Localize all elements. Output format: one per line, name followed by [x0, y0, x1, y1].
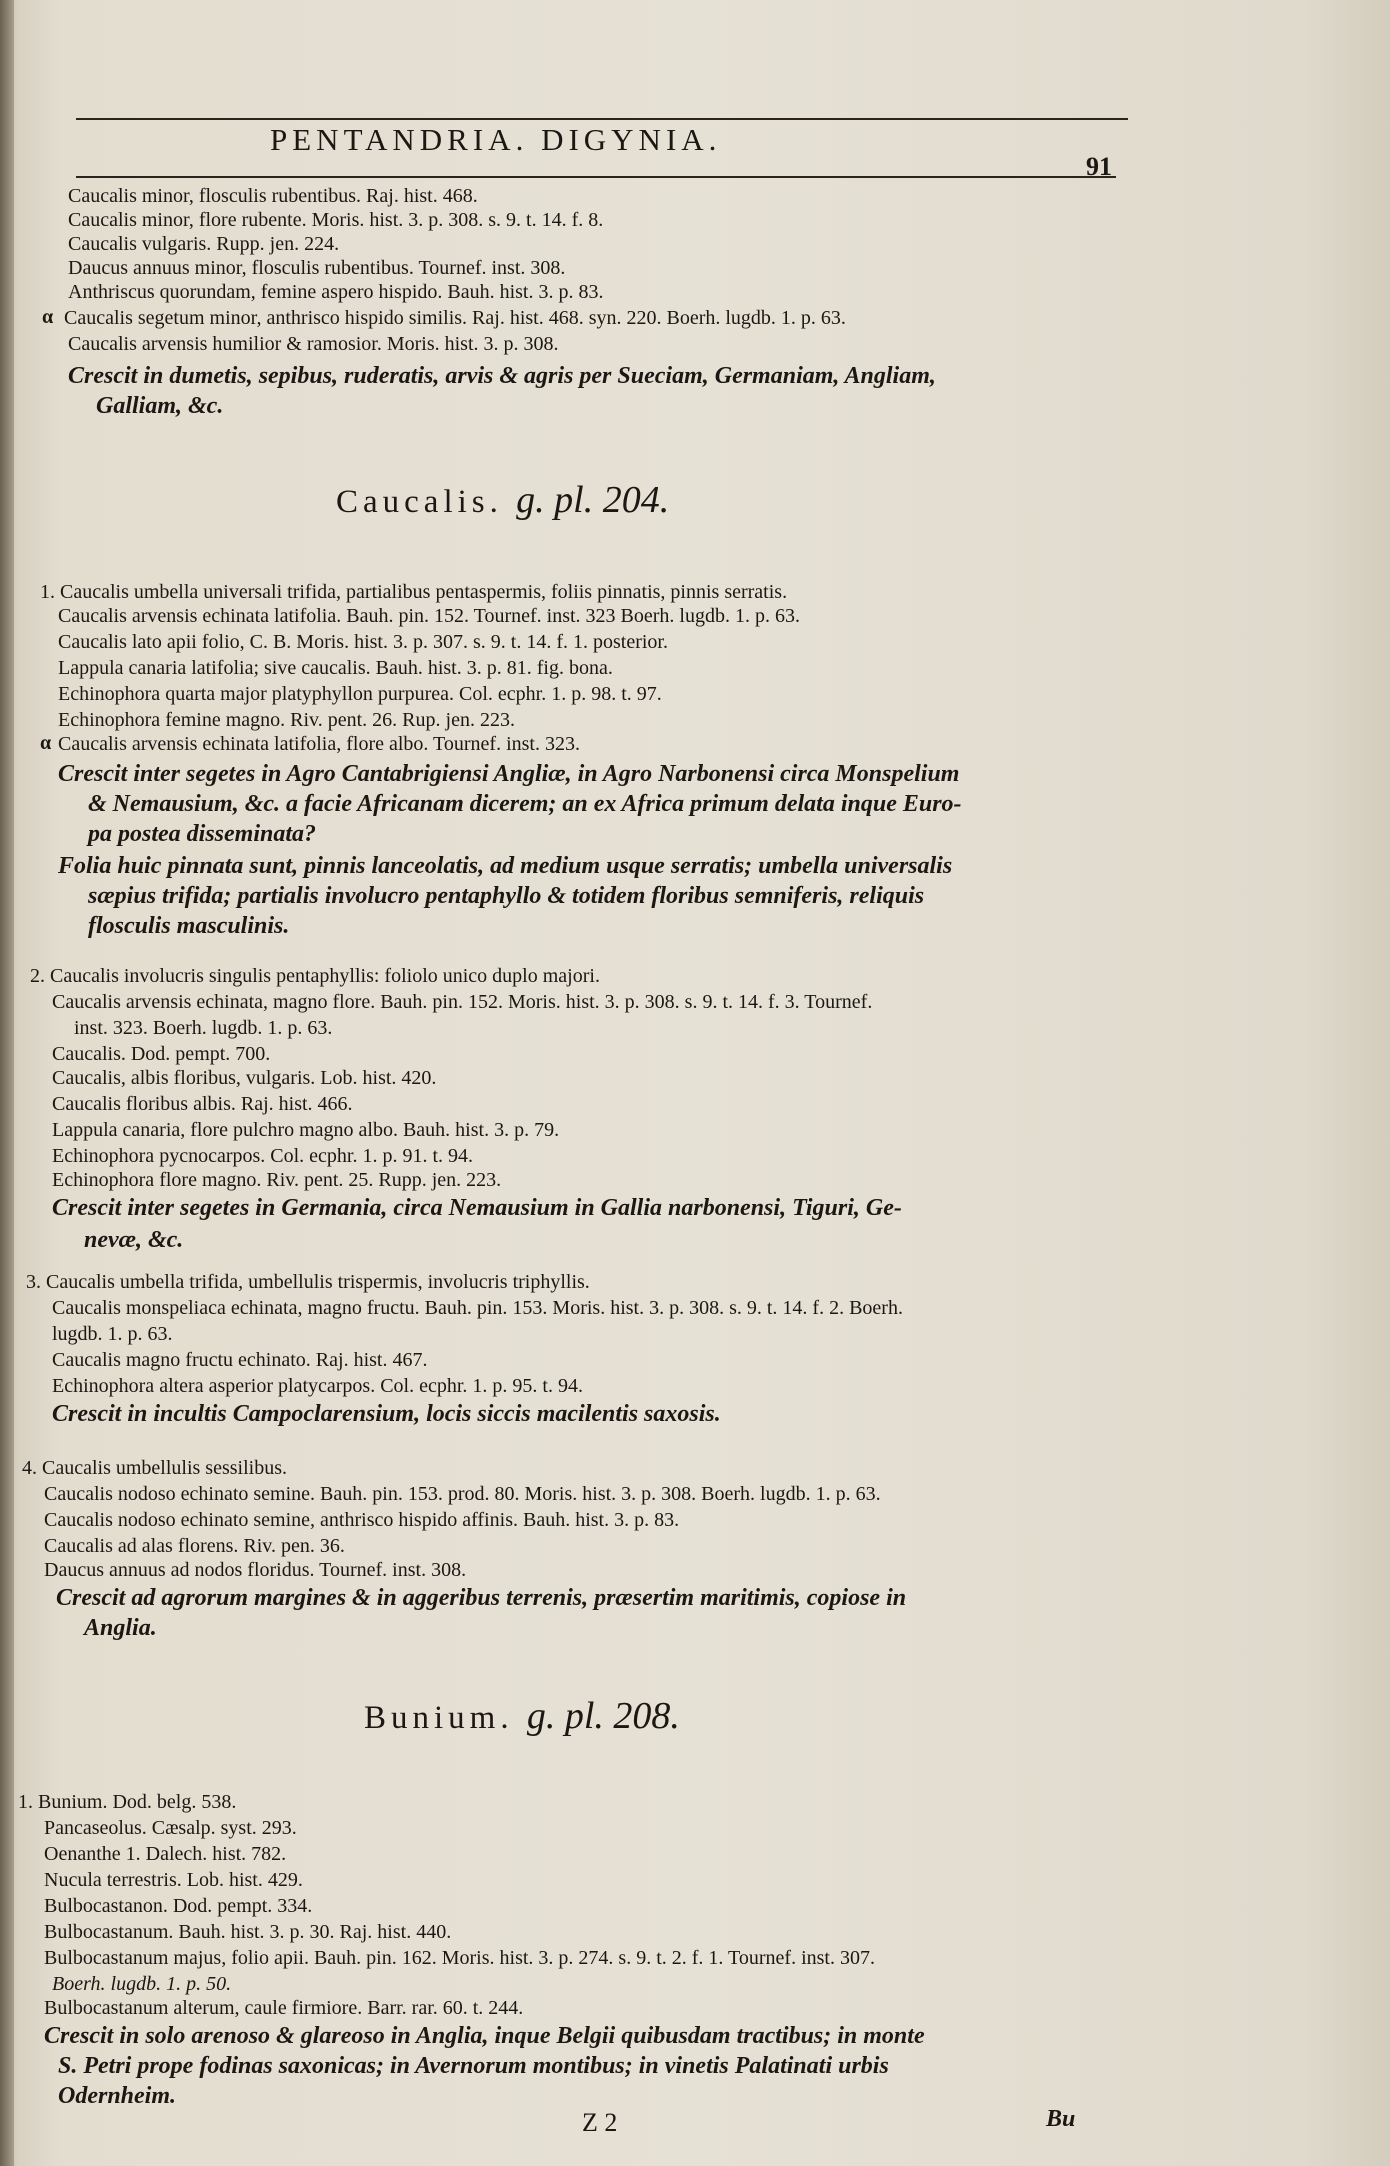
text-line: 3. Caucalis umbella trifida, umbellulis trispermis, involucris triphyllis.: [26, 1271, 590, 1293]
text-line: Echinophora altera asperior platycarpos. Col. ecphr. 1. p. 95. t. 94.: [52, 1375, 583, 1397]
text-line: 2. Caucalis involucris singulis pentaphyllis: foliolo unico duplo majori.: [30, 965, 600, 987]
text-line: Nucula terrestris. Lob. hist. 429.: [44, 1869, 303, 1891]
text-line: Echinophora femine magno. Riv. pent. 26. Rup. jen. 223.: [58, 709, 515, 731]
text-line: Anglia.: [84, 1615, 157, 1641]
text-line: Caucalis monspeliaca echinata, magno fructu. Bauh. pin. 153. Moris. hist. 3. p. 308. s. 9. t. 14. f. 2. Boerh.: [52, 1297, 903, 1319]
text-line: Caucalis minor, flosculis rubentibus. Raj. hist. 468.: [68, 185, 478, 207]
text-line: pa postea disseminata?: [88, 821, 317, 847]
text-line: Bulbocastanon. Dod. pempt. 334.: [44, 1895, 313, 1917]
text-line: Crescit in dumetis, sepibus, ruderatis, arvis & agris per Sueciam, Germaniam, Angliam,: [68, 363, 936, 389]
text-line: Daucus annuus minor, flosculis rubentibus. Tournef. inst. 308.: [68, 257, 566, 279]
text-line: Echinophora quarta major platyphyllon purpurea. Col. ecphr. 1. p. 98. t. 97.: [58, 683, 662, 705]
text-line: Lappula canaria latifolia; sive caucalis. Bauh. hist. 3. p. 81. fig. bona.: [58, 657, 613, 679]
text-line: 1. Bunium. Dod. belg. 538.: [18, 1791, 237, 1813]
alpha-marker-icon: α: [42, 306, 54, 328]
text-line: inst. 323. Boerh. lugdb. 1. p. 63.: [74, 1017, 333, 1039]
genus-heading: [336, 478, 669, 522]
page-gutter: [0, 0, 14, 2166]
alpha-marker-icon: α: [40, 732, 52, 754]
genus-reference: g. pl. 204.: [516, 479, 670, 521]
text-line: Caucalis. Dod. pempt. 700.: [52, 1043, 271, 1065]
text-line: 4. Caucalis umbellulis sessilibus.: [22, 1457, 287, 1479]
text-line: Folia huic pinnata sunt, pinnis lanceolatis, ad medium usque serratis; umbella universalis: [58, 853, 953, 879]
text-line: Caucalis, albis floribus, vulgaris. Lob. hist. 420.: [52, 1067, 437, 1089]
text-line: Lappula canaria, flore pulchro magno albo. Bauh. hist. 3. p. 79.: [52, 1119, 560, 1141]
genus-name: Caucalis.: [336, 484, 503, 520]
text-line: Pancaseolus. Cæsalp. syst. 293.: [44, 1817, 297, 1839]
signature-mark: Z 2: [582, 2108, 618, 2137]
text-line: Caucalis magno fructu echinato. Raj. hist. 467.: [52, 1349, 428, 1371]
text-line: S. Petri prope fodinas saxonicas; in Avernorum montibus; in vinetis Palatinati urbis: [58, 2053, 889, 2079]
genus-heading: [364, 1694, 680, 1738]
page-number: 91: [1086, 152, 1112, 181]
running-head: PENTANDRIA. DIGYNIA.: [270, 122, 722, 157]
text-line: Caucalis minor, flore rubente. Moris. hist. 3. p. 308. s. 9. t. 14. f. 8.: [68, 209, 604, 231]
text-line: Echinophora pycnocarpos. Col. ecphr. 1. p. 91. t. 94.: [52, 1145, 474, 1167]
text-line: Crescit in solo arenoso & glareoso in Anglia, inque Belgii quibusdam tractibus; in monte: [44, 2023, 925, 2049]
text-line: Odernheim.: [58, 2083, 177, 2109]
header-rule-bottom: [76, 176, 1116, 178]
text-line: & Nemausium, &c. a facie Africanam dicerem; an ex Africa primum delata inque Euro-: [88, 791, 962, 817]
text-line: Caucalis vulgaris. Rupp. jen. 224.: [68, 233, 340, 255]
text-line: Caucalis segetum minor, anthrisco hispido similis. Raj. hist. 468. syn. 220. Boerh. lugdb. 1. p. 63.: [64, 307, 846, 329]
text-line: Galliam, &c.: [96, 393, 224, 419]
text-line: Crescit inter segetes in Germania, circa Nemausium in Gallia narbonensi, Tiguri, Ge-: [52, 1195, 902, 1221]
text-line: Bulbocastanum majus, folio apii. Bauh. pin. 162. Moris. hist. 3. p. 274. s. 9. t. 2. f. 1. Tournef. inst. 307.: [44, 1947, 875, 1969]
text-line: Crescit inter segetes in Agro Cantabrigiensi Angliæ, in Agro Narbonensi circa Monspelium: [58, 761, 960, 787]
text-line: Daucus annuus ad nodos floridus. Tournef. inst. 308.: [44, 1559, 467, 1581]
text-line: Caucalis arvensis echinata, magno flore. Bauh. pin. 152. Moris. hist. 3. p. 308. s. 9. t. 14. f. 3. Tournef.: [52, 991, 873, 1013]
text-line: Caucalis arvensis echinata latifolia. Bauh. pin. 152. Tournef. inst. 323 Boerh. lugdb. 1. p. 63.: [58, 605, 800, 627]
text-line: Caucalis nodoso echinato semine. Bauh. pin. 153. prod. 80. Moris. hist. 3. p. 308. Boerh. lugdb. 1. p. 63.: [44, 1483, 881, 1505]
text-line: Caucalis ad alas florens. Riv. pen. 36.: [44, 1535, 345, 1557]
text-line: Oenanthe 1. Dalech. hist. 782.: [44, 1843, 287, 1865]
text-line: Boerh. lugdb. 1. p. 50.: [52, 1973, 232, 1995]
text-line: Crescit in incultis Campoclarensium, locis siccis macilentis saxosis.: [52, 1401, 721, 1427]
text-line: Caucalis nodoso echinato semine, anthrisco hispido affinis. Bauh. hist. 3. p. 83.: [44, 1509, 680, 1531]
text-line: Echinophora flore magno. Riv. pent. 25. Rupp. jen. 223.: [52, 1169, 502, 1191]
text-line: Caucalis floribus albis. Raj. hist. 466.: [52, 1093, 353, 1115]
genus-name: Bunium.: [364, 1700, 514, 1736]
text-line: sæpius trifida; partialis involucro pentaphyllo & totidem floribus semniferis, reliquis: [88, 883, 925, 909]
text-line: nevæ, &c.: [84, 1227, 184, 1253]
text-line: Anthriscus quorundam, femine aspero hispido. Bauh. hist. 3. p. 83.: [68, 281, 604, 303]
text-line: flosculis masculinis.: [88, 913, 290, 939]
header-rule-top: [76, 118, 1128, 120]
text-line: 1. Caucalis umbella universali trifida, partialibus pentaspermis, foliis pinnatis, pinnis serratis.: [40, 581, 788, 603]
text-line: Crescit ad agrorum margines & in aggeribus terrenis, præsertim maritimis, copiose in: [56, 1585, 907, 1611]
text-line: Bulbocastanum alterum, caule firmiore. Barr. rar. 60. t. 244.: [44, 1997, 524, 2019]
text-line: Caucalis lato apii folio, C. B. Moris. hist. 3. p. 307. s. 9. t. 14. f. 1. posterior.: [58, 631, 668, 653]
catchword: Bu: [1046, 2106, 1076, 2132]
text-line: Caucalis arvensis humilior & ramosior. Moris. hist. 3. p. 308.: [68, 333, 559, 355]
genus-reference: g. pl. 208.: [526, 1695, 680, 1737]
text-line: lugdb. 1. p. 63.: [52, 1323, 173, 1345]
text-line: Caucalis arvensis echinata latifolia, flore albo. Tournef. inst. 323.: [58, 733, 580, 755]
text-line: Bulbocastanum. Bauh. hist. 3. p. 30. Raj. hist. 440.: [44, 1921, 452, 1943]
